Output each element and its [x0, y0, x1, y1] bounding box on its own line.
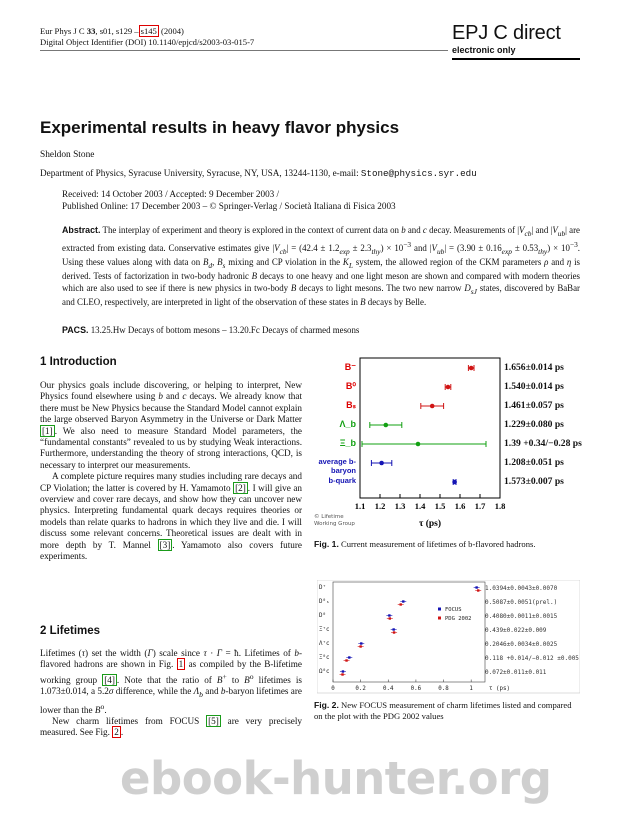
lifetime-value: 1.573±0.007 ps — [504, 476, 564, 487]
lifetime-value: 1.229±0.080 ps — [504, 419, 564, 430]
pacs-text: 13.25.Hw Decays of bottom mesons – 13.20.Fc Decays of charmed mesons — [88, 325, 360, 335]
data-point — [342, 670, 344, 672]
figure-2 — [317, 580, 580, 695]
x-tick-label: 1.8 — [494, 501, 506, 511]
page-end-link[interactable]: s145 — [140, 26, 157, 36]
lifetime-value: 0.439±0.022±0.009 — [485, 627, 547, 634]
legend-marker — [438, 608, 441, 611]
lifetime-value: 0.072±0.011±0.011 — [485, 669, 547, 676]
particle-label: D⁰ₛ — [319, 599, 330, 605]
particle-label: D⁰ — [319, 613, 326, 619]
plot-frame — [333, 582, 485, 682]
data-point — [388, 614, 390, 616]
particle-label: B⁰ — [345, 381, 356, 391]
header-rule — [40, 50, 448, 51]
figure-border — [317, 580, 580, 693]
pacs-label: PACS. — [62, 325, 89, 335]
section-heading-lifetimes: 2 Lifetimes — [40, 625, 101, 637]
figure-link[interactable]: 2 — [114, 727, 119, 738]
data-point — [360, 642, 362, 644]
x-tick-label: 1.6 — [454, 501, 466, 511]
journal-year: (2004) — [158, 26, 184, 36]
figure-2-caption-text: New FOCUS measurement of charm lifetimes listed and compared on the plot with the PDG 2002 values — [314, 700, 572, 721]
lifetime-value: 0.4080±0.0011±0.0015 — [485, 613, 558, 620]
author-email: Stone@physics.syr.edu — [360, 168, 477, 179]
x-tick-label: 0.6 — [410, 686, 422, 692]
figure-1-caption-label: Fig. 1. — [314, 539, 339, 549]
author: Sheldon Stone — [40, 150, 95, 160]
legend-marker — [438, 617, 441, 620]
lifetime-value: 1.461±0.057 ps — [504, 400, 564, 411]
lifetime-value: 0.2046±0.0034±0.0025 — [485, 641, 558, 648]
figure-1-caption-text: Current measurement of lifetimes of b-flavored hadrons. — [338, 539, 536, 549]
figure-1 — [314, 354, 580, 534]
legend-label: PDG 2002 — [445, 616, 472, 622]
x-tick-label: 1.2 — [374, 501, 386, 511]
data-point — [348, 656, 350, 658]
figure-link[interactable]: 1 — [178, 659, 184, 670]
x-tick-label: 0.4 — [383, 686, 394, 692]
figure-1-caption — [314, 539, 580, 549]
x-tick-label: 0.2 — [355, 686, 366, 692]
lifetime-value: 1.39 +0.34/−0.28 ps — [504, 438, 582, 449]
affiliation-text: Department of Physics, Syracuse University, Syracuse, NY, USA, 13244-1130, e-mail: — [40, 168, 361, 178]
source-note: Working Group — [314, 521, 355, 527]
data-point — [452, 480, 457, 485]
x-tick-label: 1.5 — [434, 501, 446, 511]
brand-title: EPJ C direct — [452, 22, 561, 44]
figure-2-caption — [314, 700, 580, 721]
data-point — [469, 366, 474, 371]
figure-2-caption-label: Fig. 2. — [314, 700, 339, 710]
data-point — [389, 617, 391, 619]
particle-label: Ω⁰c — [319, 669, 330, 675]
data-point — [477, 589, 479, 591]
citation-link[interactable]: [2] — [235, 482, 246, 493]
citation-link[interactable]: [5] — [208, 715, 219, 726]
particle-label: Bₛ — [346, 400, 356, 410]
publication-dates — [62, 189, 396, 212]
lifetime-value: 1.656±0.014 ps — [504, 362, 564, 373]
particle-label: Ξ⁺c — [319, 627, 330, 633]
pacs — [62, 325, 359, 335]
citation-link[interactable]: [4] — [104, 674, 115, 685]
x-tick-label: 1 — [469, 686, 473, 692]
x-tick-label: 0.8 — [438, 686, 449, 692]
section-heading-introduction: 1 Introduction — [40, 356, 117, 368]
watermark-logo: ebook-hunter.org — [120, 752, 552, 805]
lifetime-value: 1.540±0.014 ps — [504, 381, 564, 392]
affiliation — [40, 168, 477, 179]
journal-brand — [452, 22, 580, 60]
lifetime-value: 0.118 +0.014/−0.012 ±0.005 — [485, 655, 579, 662]
x-tick-label: 0 — [331, 686, 335, 692]
data-point — [400, 603, 402, 605]
plot-frame — [360, 358, 500, 498]
data-point — [379, 461, 384, 466]
journal-volume: 33 — [86, 26, 96, 36]
brand-subtitle: electronic only — [452, 45, 516, 55]
journal-reference — [40, 26, 254, 48]
lifetime-value: 0.5087±0.0051(prel.) — [485, 599, 558, 606]
data-point — [393, 631, 395, 633]
doi-line: Digital Object Identifier (DOI) 10.1140/epjcd/s2003-03-015-7 — [40, 37, 255, 47]
paper-title: Experimental results in heavy flavor physics — [40, 118, 400, 137]
lifetimes-text: Lifetimes (τ) set the width (Γ) scale since τ · Γ = ħ. Lifetimes of b-flavored hadrons are shown in Fig. 1 as compiled by the B-lifetime working group [4] . Note that the ratio of B+ to $B^o$ lifetimes is 1.073±0.014, a 5.2σ difference, while the $\Lambda_b$ and b-baryon lifetimes are lower than the $B^o$. New charm lifetimes from FOCUS [5] are very precisely measured. See Fig. 2 . — [40, 648, 303, 738]
lifetime-value: 1.0394±0.0043±0.0070 — [485, 585, 558, 592]
x-tick-label: 1.4 — [414, 501, 426, 511]
data-point — [359, 645, 361, 647]
journal-line-mid: , s01, s129 – — [95, 26, 139, 36]
introduction-text: Our physics goals include discovering, or helping to interpret, New Physics found elsewhere using b and c decays. We already know that there must be New Physics because the Standard Model cannot explain the large observed Baryon Asymmetry in the Universe or Dark Matter [1] . We also need to measure Standard Model parameters, the “fundamental constants” revealed to us by studying Weak interactions. Furthermore, understanding the theory of strong interactions, QCD, is necessary to interpret our measurements. A complete picture requires many studies including rare decays and CP Violation; the latter is covered by H. Yamamoto [2] . I will give an overview and cover rare decays, and show how they can uncover new physics. Interpreting fundamental quark decays requires theories or models than relate quarks to hadrons in which they live and die. I will discuss some relevant concerns. Theoretical issues are dealt with in more depth by T. Mannel [3] . Yamamoto also covers future experiments. — [40, 380, 303, 562]
data-point — [345, 659, 347, 661]
figure-2-plot — [317, 580, 580, 695]
particle-label: b-quark — [328, 476, 356, 485]
data-point — [430, 404, 435, 409]
citation-link[interactable]: [1] — [42, 425, 53, 436]
data-point — [341, 673, 343, 675]
journal-line-pre: Eur Phys J C — [40, 26, 87, 36]
abstract-label: Abstract. — [62, 225, 101, 235]
citation-link[interactable]: [3] — [159, 539, 171, 550]
x-tick-label: 1.7 — [474, 501, 486, 511]
particle-label: Ξ⁰c — [319, 655, 330, 661]
particle-label: D⁺ — [319, 585, 326, 591]
data-point — [384, 423, 389, 428]
particle-label: Λ_b — [339, 419, 356, 429]
particle-label: Λ⁺c — [319, 641, 330, 647]
received-date: Received: 14 October 2003 / Accepted: 9 December 2003 / — [62, 189, 280, 199]
abstract: Abstract. The interplay of experiment and theory is explored in the context of current data on b and c decay. Measurements of $|V_{cb}|$ and $|V_{ub}|$ are extracted from existing data. Conservative estimates give $|V_{cb}| = (42.4 \pm 1.2_{exp} \pm 2.3_{thy}) \times 10^{-3}$ and $|V_{ub}| = (3.90 \pm 0.16_{exp} \pm 0.53_{thy}) \times 10^{-3}$. Using these values along with data on $B_d$, $B_s$ mixing and CP violation in the $K_L$ system, the allowed region of the CKM parameters ρ and η is derived. Tests of factorization in two-body hadronic B decays to one heavy and one light meson are shown and compared with modern theories which are also used to see if there is new physics in two-body B decays to light mesons. The two new narrow $D_{sJ}$ states, discovered by BaBar and CLEO, respectively, are interpreted in light of the observation of these states in B decays by Belle. — [62, 225, 580, 307]
legend-label: FOCUS — [445, 607, 462, 613]
x-axis-label: τ (ps) — [418, 519, 442, 529]
data-point — [392, 628, 394, 630]
source-note: © Lifetime — [314, 514, 344, 520]
data-point — [446, 385, 451, 390]
x-tick-label: 1.1 — [354, 501, 366, 511]
lifetime-value: 1.208±0.051 ps — [504, 457, 564, 468]
x-tick-label: 1.3 — [394, 501, 406, 511]
particle-label: Ξ_b — [339, 438, 356, 448]
data-point — [416, 442, 421, 447]
data-point — [475, 586, 477, 588]
published-date: Published Online: 17 December 2003 – © Springer-Verlag / Società Italiana di Fisica 2003 — [62, 200, 396, 211]
x-axis-label: τ (ps) — [489, 686, 510, 692]
particle-label: B⁻ — [344, 362, 356, 372]
particle-label: average b-baryon — [318, 457, 356, 475]
data-point — [402, 600, 404, 602]
